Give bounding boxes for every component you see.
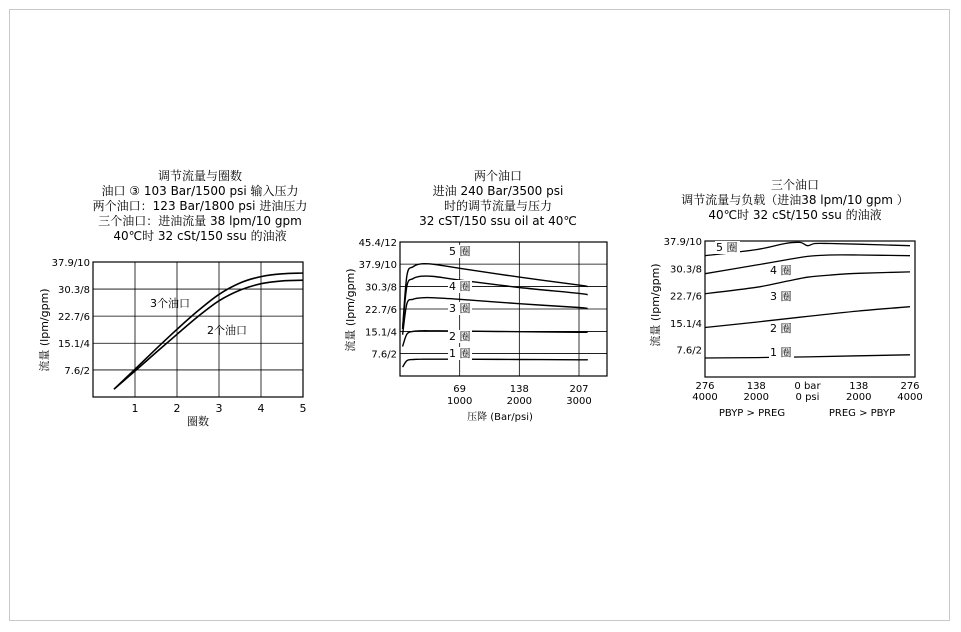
chart-2-x-tick-label-psi: 3000: [566, 396, 592, 407]
chart-2-x-tick-label-psi: 1000: [446, 396, 473, 407]
chart-2-x-tick-label-bar: 138: [509, 384, 529, 395]
chart-1-title-line: 两个油口：123 Bar/1800 psi 进油压力: [92, 199, 308, 213]
chart-3-series-label-1: 5 圈: [716, 241, 738, 254]
chart-2-title-line: 进油 240 Bar/3500 psi: [432, 184, 564, 198]
chart-1-series-label-2: 2个油口: [207, 324, 247, 337]
chart-3-y-tick-label: 30.3/8: [670, 264, 702, 276]
chart-1-x-axis-label: 圈数: [187, 415, 209, 428]
chart-1: [37, 168, 307, 428]
chart-2-series-line-3: [403, 298, 588, 335]
chart-3-x-tick-label-bar: 276: [695, 381, 715, 392]
chart-3-y-tick-label: 7.6/2: [676, 345, 702, 357]
chart-2: [343, 168, 607, 423]
chart-3-title-line: 40℃时 32 cSt/150 ssu 的油液: [708, 208, 882, 222]
chart-3-series-line-3: [705, 272, 910, 294]
chart-3-x-tick-label-psi: 0 psi: [795, 392, 820, 403]
chart-1-y-tick-label: 15.1/4: [58, 339, 90, 351]
chart-3-series-label-5: 1 圈: [770, 346, 792, 359]
chart-1-title-line: 油口 ③ 103 Bar/1500 psi 输入压力: [101, 184, 299, 198]
chart-3-x-tick-label-bar: 138: [746, 381, 766, 392]
chart-1-y-tick-label: 7.6/2: [64, 365, 90, 377]
chart-2-series-label-1: 5 圈: [449, 245, 471, 258]
chart-1-y-tick-label: 37.9/10: [51, 258, 90, 269]
chart-1-title-line: 三个油口：进油流量 38 lpm/10 gpm: [98, 214, 302, 228]
chart-1-title-line: 调节流量与圈数: [157, 169, 243, 183]
chart-1-x-tick-label: 3: [215, 402, 223, 415]
chart-3-x-tick-label-bar: 138: [849, 381, 869, 392]
chart-1-y-tick-label: 30.3/8: [58, 285, 90, 297]
chart-3-series-label-2: 4 圈: [770, 264, 792, 277]
chart-3-series-line-4: [705, 307, 910, 328]
chart-2-series-label-5: 1 圈: [449, 347, 471, 360]
chart-1-y-tick-label: 22.7/6: [58, 312, 90, 324]
chart-2-title-line: 两个油口: [473, 169, 523, 183]
chart-2-y-tick-label: 37.9/10: [358, 260, 397, 272]
chart-3-y-axis-label: 流量 (lpm/gpm): [649, 263, 662, 347]
chart-2-x-tick-label-psi: 2000: [506, 396, 533, 407]
chart-2-series-line-5: [403, 359, 588, 367]
chart-2-x-tick-label-bar: 69: [453, 384, 467, 395]
chart-1-y-axis-label: 流量 (lpm/gpm): [38, 288, 51, 372]
chart-3-x-tick-label-psi: 4000: [897, 392, 923, 403]
chart-3-x-tick-label-psi: 2000: [846, 392, 872, 403]
chart-1-x-tick-label: 4: [257, 402, 265, 415]
chart-2-y-tick-label: 45.4/12: [358, 238, 397, 249]
chart-2-y-tick-label: 30.3/8: [365, 282, 397, 294]
chart-2-y-tick-label: 22.7/6: [365, 305, 397, 316]
chart-2-title-line: 时的调节流量与压力: [443, 199, 553, 213]
chart-3-x-region-label-left: PBYP > PREG: [718, 408, 786, 419]
chart-2-series-line-4: [403, 331, 588, 347]
chart-1-x-tick-label: 1: [131, 402, 139, 415]
chart-3-x-region-label-right: PREG > PBYP: [828, 408, 896, 419]
chart-3-y-tick-label: 15.1/4: [670, 318, 702, 330]
chart-3: [648, 177, 923, 419]
chart-3-x-tick-label-psi: 4000: [692, 392, 718, 403]
chart-3-title-line: 调节流量与负载（进油38 lpm/10 gpm ）: [681, 193, 909, 207]
chart-2-y-tick-label: 15.1/4: [365, 327, 397, 339]
chart-3-y-tick-label: 37.9/10: [663, 237, 702, 248]
chart-3-x-tick-label-bar: 0 bar: [794, 381, 821, 392]
chart-3-series-line-2: [705, 255, 910, 274]
chart-3-y-tick-label: 22.7/6: [670, 291, 702, 303]
chart-2-y-tick-label: 7.6/2: [371, 349, 397, 361]
chart-2-series-line-1: [403, 264, 588, 329]
chart-3-series-line-5: [705, 355, 910, 358]
chart-2-x-tick-label-bar: 207: [569, 384, 589, 395]
chart-2-series-label-3: 3 圈: [449, 302, 471, 315]
chart-3-title-line: 三个油口: [770, 178, 820, 192]
chart-2-title-line: 32 cST/150 ssu oil at 40℃: [419, 214, 577, 228]
chart-2-y-axis-label: 流量 (lpm/gpm): [344, 268, 357, 352]
chart-3-x-tick-label-bar: 276: [900, 381, 920, 392]
chart-3-series-label-3: 3 圈: [770, 290, 792, 303]
chart-2-x-axis-label: 压降 (Bar/psi): [467, 412, 533, 423]
chart-3-series-label-4: 2 圈: [770, 322, 792, 335]
chart-1-title-line: 40℃时 32 cSt/150 ssu 的油液: [113, 229, 287, 243]
chart-2-series-label-2: 4 圈: [449, 280, 471, 293]
chart-3-x-tick-label-psi: 2000: [743, 392, 769, 403]
chart-1-series-label-1: 3个油口: [150, 297, 190, 310]
chart-1-x-tick-label: 2: [173, 402, 181, 415]
chart-2-series-label-4: 2 圈: [449, 330, 471, 343]
chart-1-x-tick-label: 5: [299, 402, 307, 415]
